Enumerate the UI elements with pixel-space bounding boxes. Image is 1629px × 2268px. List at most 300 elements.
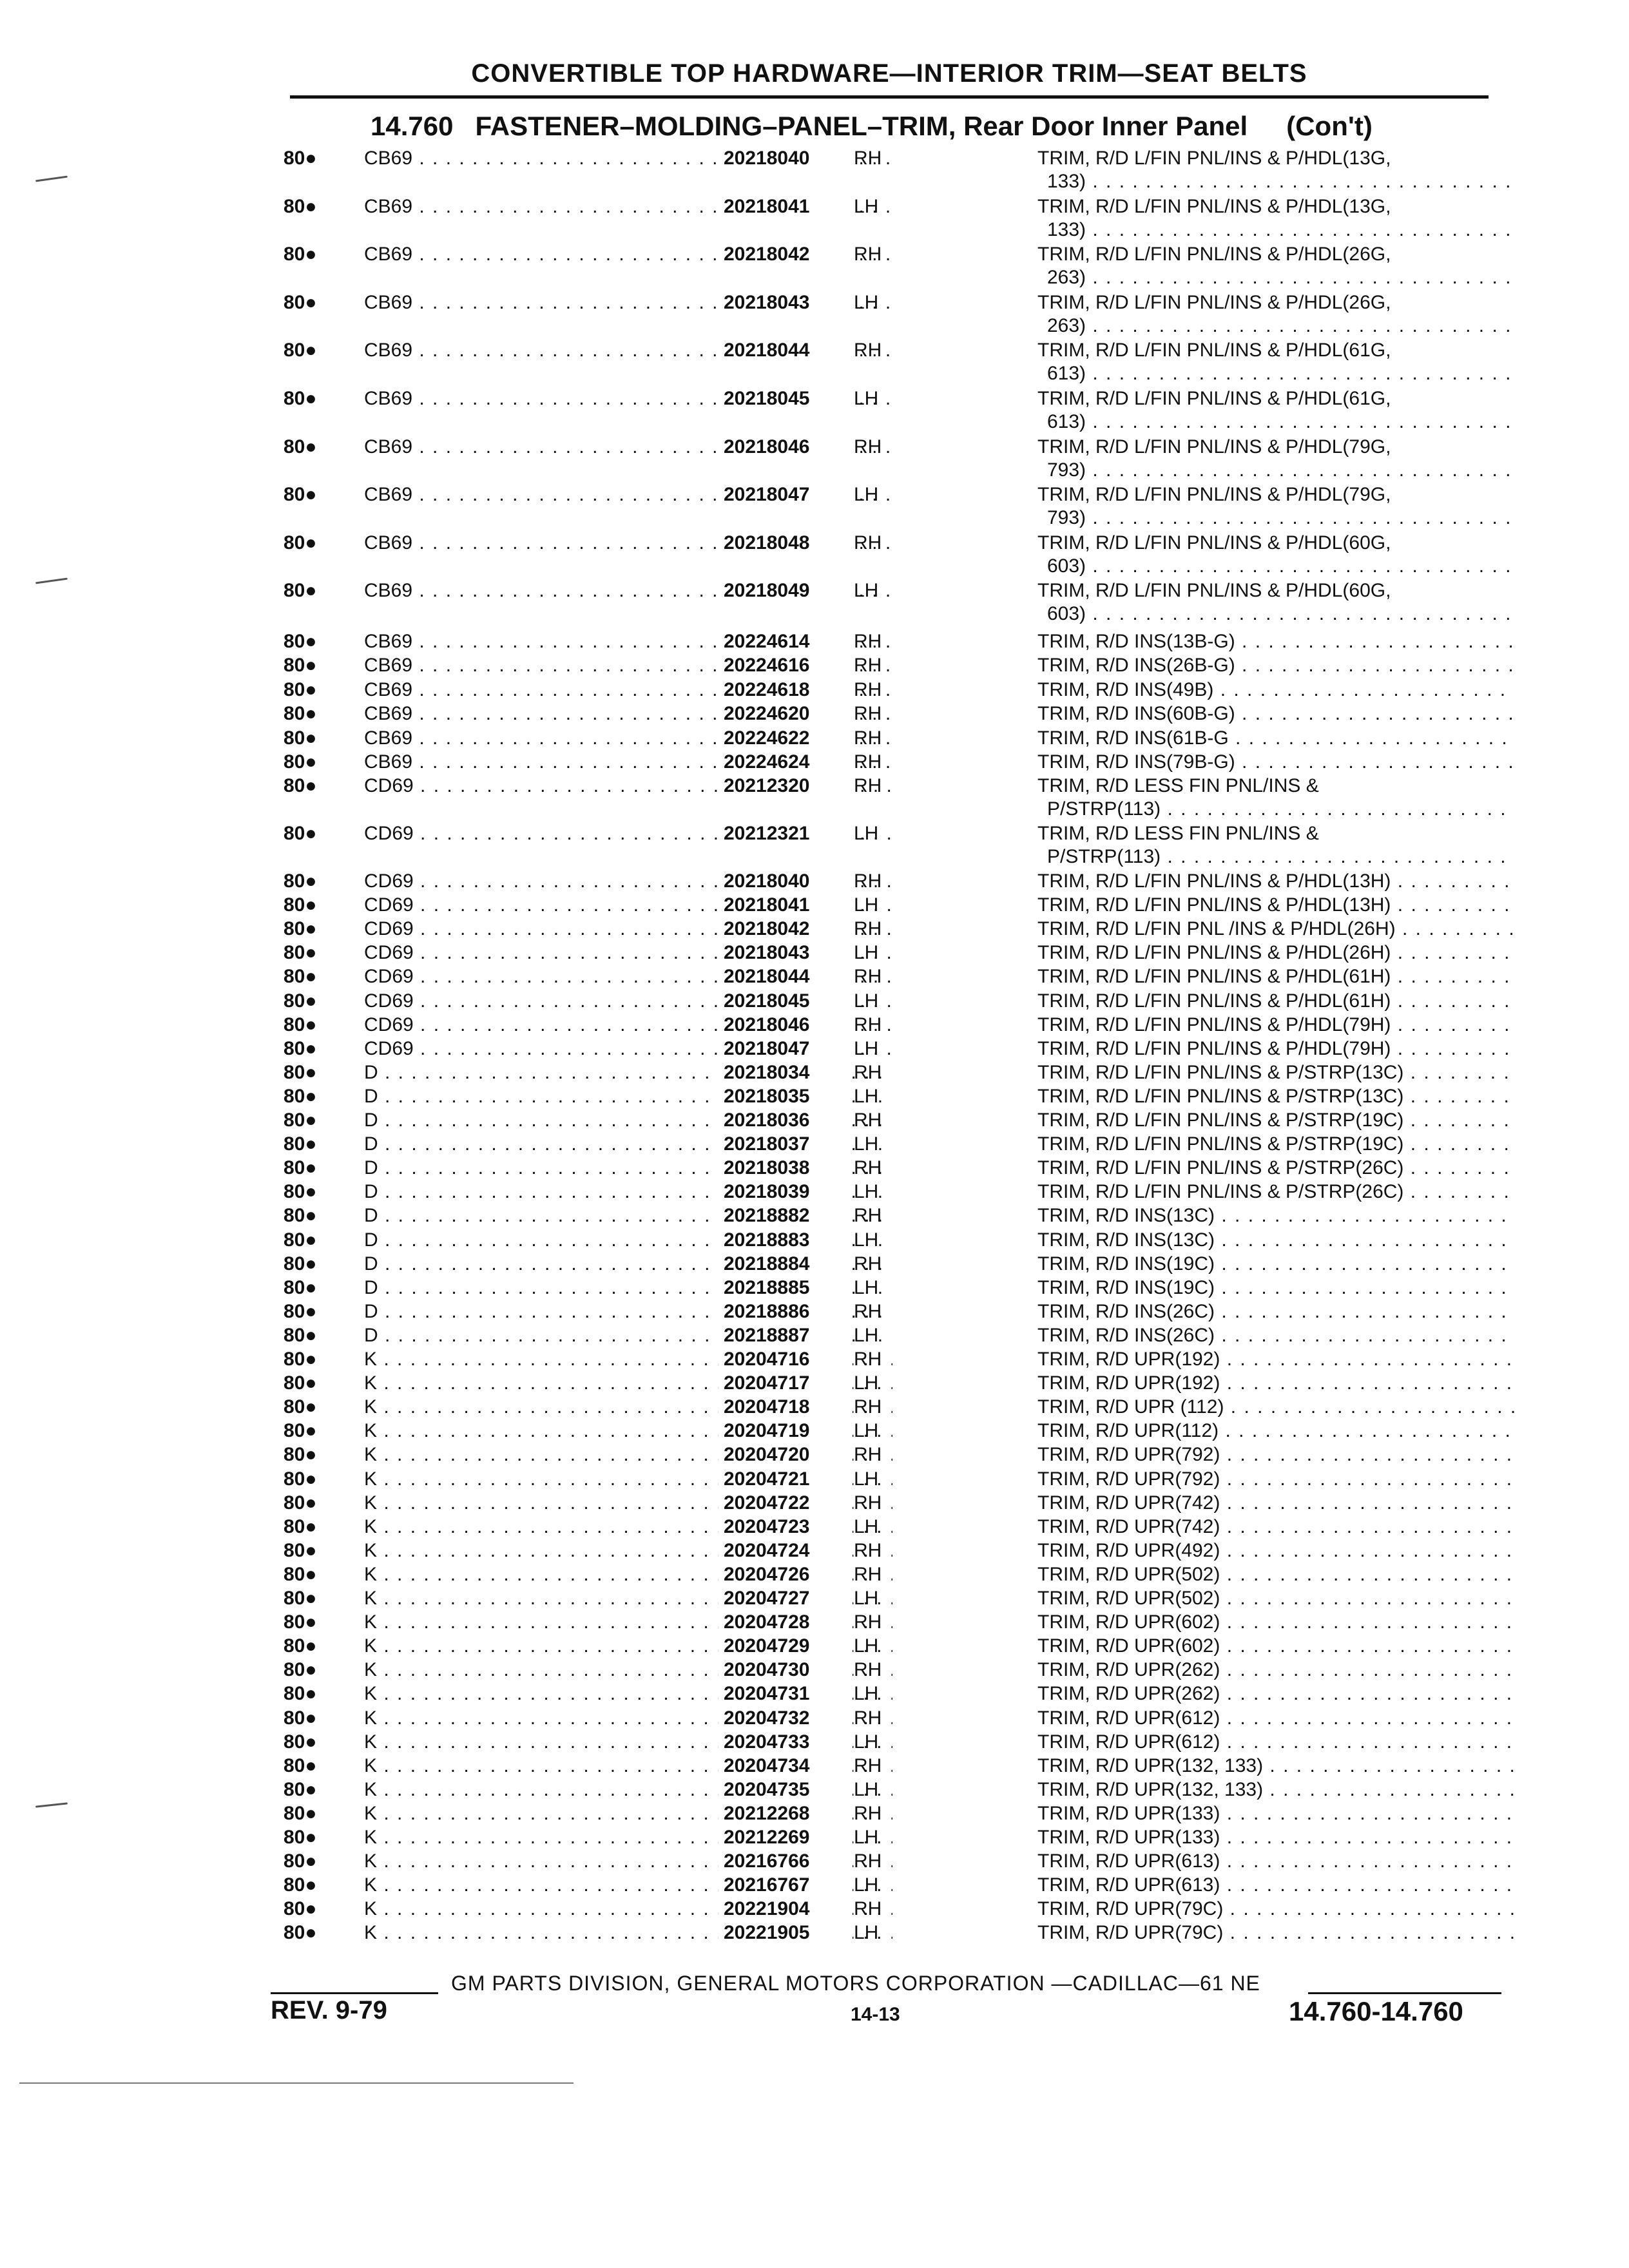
description-line: TRIM, R/D UPR(612) . . . <box>1037 1707 1514 1730</box>
side-code: LH <box>854 1468 879 1490</box>
description-line: TRIM, R/D L/FIN PNL/INS & P/HDL(26G, <box>1037 291 1391 313</box>
side-code: RH <box>854 870 882 892</box>
model-year: 80● <box>284 751 317 773</box>
body-style: K . . . <box>364 1587 892 1610</box>
side-code: LH <box>854 894 879 916</box>
part-description <box>1037 195 1514 242</box>
description-line: TRIM, R/D UPR(602) . . . <box>1037 1611 1514 1634</box>
description-continuation: P/STRP(113) . . . <box>1037 798 1514 821</box>
section-continued: (Con't) <box>1286 111 1373 141</box>
model-year: 80● <box>284 1707 317 1729</box>
side-code: RH <box>854 1539 882 1561</box>
side-code: LH <box>854 1229 879 1251</box>
model-year: 80● <box>284 1133 317 1155</box>
model-year: 80● <box>284 1110 317 1131</box>
model-year: 80● <box>284 1731 317 1753</box>
page-header-title: CONVERTIBLE TOP HARDWARE—INTERIOR TRIM—SEAT BELTS <box>471 59 1307 88</box>
part-description <box>1037 1492 1514 1515</box>
side-code: LH <box>854 388 879 409</box>
part-description <box>1037 387 1514 434</box>
side-code: RH <box>854 436 882 457</box>
body-style: CB69 . . . <box>364 339 892 362</box>
part-description <box>1037 1731 1514 1754</box>
body-style: K . . . <box>364 1778 892 1802</box>
description-line: TRIM, R/D INS(61B-G . . . <box>1037 727 1514 750</box>
side-code: LH <box>854 1683 879 1705</box>
part-number: 20218044 <box>718 965 853 988</box>
body-style: CB69 . . . <box>364 702 892 726</box>
side-code: LH <box>854 1133 879 1155</box>
side-code: LH <box>854 823 879 844</box>
part-description <box>1037 1324 1514 1347</box>
body-style: D . . . <box>364 1157 892 1180</box>
part-number: 20224622 <box>718 727 853 750</box>
body-style: D . . . <box>364 1109 892 1132</box>
model-year: 80● <box>284 1372 317 1394</box>
footer-rule <box>271 1992 438 1994</box>
description-line: TRIM, R/D UPR(492) . . . <box>1037 1539 1514 1562</box>
body-style: CD69 . . . <box>364 822 892 845</box>
description-line: TRIM, R/D LESS FIN PNL/INS & <box>1037 823 1319 844</box>
part-number: 20204729 <box>718 1635 853 1658</box>
description-line: TRIM, R/D L/FIN PNL/INS & P/HDL(61G, <box>1037 340 1391 361</box>
part-description <box>1037 1085 1514 1108</box>
part-number: 20218884 <box>718 1253 853 1276</box>
margin-tick <box>35 578 68 584</box>
body-style: CB69 . . . <box>364 727 892 750</box>
model-year: 80● <box>284 1827 317 1848</box>
model-year: 80● <box>284 823 317 844</box>
part-number: 20218041 <box>718 894 853 917</box>
model-year: 80● <box>284 1420 317 1442</box>
description-line: TRIM, R/D L/FIN PNL/INS & P/HDL(13G, <box>1037 148 1391 169</box>
description-line: TRIM, R/D UPR(742) . . . <box>1037 1492 1514 1515</box>
description-line: TRIM, R/D L/FIN PNL/INS & P/STRP(19C) . . . <box>1037 1133 1514 1156</box>
description-continuation: 603) . . . <box>1037 555 1514 578</box>
side-code: LH <box>854 1588 879 1609</box>
part-description <box>1037 1778 1514 1802</box>
description-line: TRIM, R/D L/FIN PNL/INS & P/HDL(79H) . . . <box>1037 1014 1514 1037</box>
body-style: K . . . <box>364 1515 892 1539</box>
side-code: LH <box>854 942 879 964</box>
side-code: LH <box>854 990 879 1012</box>
part-description <box>1037 1133 1514 1156</box>
model-year: 80● <box>284 580 317 602</box>
part-number: 20212268 <box>718 1802 853 1825</box>
part-description <box>1037 1014 1514 1037</box>
description-line: TRIM, R/D UPR(192) . . . <box>1037 1372 1514 1395</box>
side-code: RH <box>854 703 882 725</box>
description-line: TRIM, R/D L/FIN PNL/INS & P/HDL(13G, <box>1037 195 1391 217</box>
part-description <box>1037 1563 1514 1586</box>
part-number: 20218038 <box>718 1157 853 1180</box>
part-description <box>1037 918 1514 941</box>
side-code: RH <box>854 1492 882 1514</box>
body-style: D . . . <box>364 1253 892 1276</box>
part-number: 20224614 <box>718 630 853 653</box>
description-continuation: 793) . . . <box>1037 506 1514 530</box>
model-year: 80● <box>284 1539 317 1561</box>
body-style: CB69 . . . <box>364 630 892 653</box>
part-description <box>1037 532 1514 578</box>
description-line: TRIM, R/D INS(26C) . . . <box>1037 1300 1514 1323</box>
body-style: K . . . <box>364 1826 892 1849</box>
model-year: 80● <box>284 244 317 265</box>
description-line: TRIM, R/D UPR(79C) . . . <box>1037 1921 1514 1945</box>
part-description <box>1037 1276 1514 1300</box>
description-line: TRIM, R/D L/FIN PNL/INS & P/HDL(79H) . . . <box>1037 1037 1514 1061</box>
body-style: CD69 . . . <box>364 1037 892 1061</box>
side-code: LH <box>854 1778 879 1800</box>
part-number: 20218883 <box>718 1229 853 1252</box>
section-number: 14.760 <box>371 111 454 141</box>
model-year: 80● <box>284 1659 317 1681</box>
part-number: 20218036 <box>718 1109 853 1132</box>
description-line: TRIM, R/D L/FIN PNL/INS & P/STRP(13C) . . . <box>1037 1061 1514 1084</box>
model-year: 80● <box>284 1229 317 1251</box>
model-year: 80● <box>284 1205 317 1227</box>
side-code: RH <box>854 727 882 749</box>
part-number: 20218042 <box>718 243 853 266</box>
part-description <box>1037 1611 1514 1634</box>
part-description <box>1037 1635 1514 1658</box>
model-year: 80● <box>284 1157 317 1179</box>
side-code: RH <box>854 532 882 553</box>
body-style: CB69 . . . <box>364 291 892 314</box>
part-description <box>1037 654 1514 677</box>
side-code: LH <box>854 580 879 602</box>
part-number: 20224616 <box>718 654 853 677</box>
side-code: LH <box>854 1372 879 1394</box>
part-description <box>1037 1396 1514 1419</box>
part-description <box>1037 1898 1514 1921</box>
model-year: 80● <box>284 918 317 940</box>
part-number: 20216767 <box>718 1874 853 1897</box>
part-number: 20204733 <box>718 1731 853 1754</box>
side-code: RH <box>854 1707 882 1729</box>
body-style: CD69 . . . <box>364 894 892 917</box>
part-number: 20204722 <box>718 1492 853 1515</box>
side-code: RH <box>854 1253 882 1274</box>
description-line: TRIM, R/D INS(19C) . . . <box>1037 1276 1514 1300</box>
description-line: TRIM, R/D INS(26C) . . . <box>1037 1324 1514 1347</box>
part-description <box>1037 1515 1514 1539</box>
part-number: 20218035 <box>718 1085 853 1108</box>
part-description <box>1037 1253 1514 1276</box>
part-number: 20218039 <box>718 1180 853 1204</box>
side-code: RH <box>854 751 882 773</box>
description-line: TRIM, R/D UPR(192) . . . <box>1037 1348 1514 1371</box>
part-number: 20218045 <box>718 387 853 410</box>
side-code: RH <box>854 1754 882 1776</box>
model-year: 80● <box>284 1611 317 1633</box>
scan-edge-line <box>19 2082 574 2084</box>
description-continuation: 263) . . . <box>1037 314 1514 338</box>
description-continuation: 263) . . . <box>1037 266 1514 289</box>
body-style: D . . . <box>364 1085 892 1108</box>
model-year: 80● <box>284 1349 317 1370</box>
part-description <box>1037 1037 1514 1061</box>
model-year: 80● <box>284 1850 317 1872</box>
side-code: RH <box>854 1061 882 1083</box>
footer-rule <box>1308 1992 1501 1994</box>
part-description <box>1037 678 1514 702</box>
side-code: RH <box>854 1611 882 1633</box>
description-line: TRIM, R/D UPR(612) . . . <box>1037 1731 1514 1754</box>
part-description <box>1037 990 1514 1013</box>
side-code: LH <box>854 1181 879 1203</box>
body-style: D . . . <box>364 1061 892 1084</box>
section-name: FASTENER–MOLDING–PANEL–TRIM, Rear Door Inner Panel <box>475 111 1248 141</box>
description-line: TRIM, R/D UPR(262) . . . <box>1037 1682 1514 1706</box>
part-description <box>1037 1061 1514 1084</box>
part-description <box>1037 1419 1514 1443</box>
description-line: TRIM, R/D L/FIN PNL /INS & P/HDL(26H) . . . <box>1037 918 1514 941</box>
part-description <box>1037 1587 1514 1610</box>
body-style: D . . . <box>364 1133 892 1156</box>
part-number: 20218043 <box>718 941 853 965</box>
description-line: TRIM, R/D UPR(792) . . . <box>1037 1443 1514 1466</box>
description-line: TRIM, R/D UPR(133) . . . <box>1037 1802 1514 1825</box>
part-number: 20218044 <box>718 339 853 362</box>
description-continuation: 133) . . . <box>1037 170 1514 193</box>
body-style: K . . . <box>364 1707 892 1730</box>
part-description <box>1037 774 1514 821</box>
model-year: 80● <box>284 532 317 553</box>
body-style: CD69 . . . <box>364 1014 892 1037</box>
description-line: TRIM, R/D L/FIN PNL/INS & P/HDL(79G, <box>1037 484 1391 506</box>
part-number: 20204723 <box>718 1515 853 1539</box>
model-year: 80● <box>284 1300 317 1322</box>
side-code: RH <box>854 148 882 169</box>
side-code: LH <box>854 1635 879 1657</box>
body-style: CD69 . . . <box>364 990 892 1013</box>
body-style: K . . . <box>364 1850 892 1873</box>
description-line: TRIM, R/D UPR(742) . . . <box>1037 1515 1514 1539</box>
body-style: CD69 . . . <box>364 870 892 893</box>
body-style: CB69 . . . <box>364 751 892 774</box>
body-style: D . . . <box>364 1204 892 1227</box>
description-line: TRIM, R/D L/FIN PNL/INS & P/HDL(61G, <box>1037 388 1391 409</box>
footer-publisher: GM PARTS DIVISION, GENERAL MOTORS CORPORATION —CADILLAC—61 NE <box>451 1972 1260 1995</box>
body-style: D . . . <box>364 1324 892 1347</box>
part-number: 20218041 <box>718 195 853 218</box>
part-description <box>1037 1707 1514 1730</box>
part-number: 20204716 <box>718 1348 853 1371</box>
model-year: 80● <box>284 775 317 796</box>
description-continuation: 603) . . . <box>1037 602 1514 626</box>
part-description <box>1037 1826 1514 1849</box>
body-style: K . . . <box>364 1443 892 1466</box>
part-number: 20218042 <box>718 918 853 941</box>
body-style: CD69 . . . <box>364 774 892 798</box>
body-style: D . . . <box>364 1229 892 1252</box>
description-line: TRIM, R/D L/FIN PNL/INS & P/STRP(26C) . . . <box>1037 1180 1514 1204</box>
description-line: TRIM, R/D UPR(502) . . . <box>1037 1563 1514 1586</box>
body-style: K . . . <box>364 1468 892 1491</box>
side-code: LH <box>854 1922 879 1944</box>
description-line: TRIM, R/D UPR(132, 133) . . . <box>1037 1778 1514 1802</box>
model-year: 80● <box>284 1037 317 1059</box>
model-year: 80● <box>284 1276 317 1298</box>
side-code: RH <box>854 244 882 265</box>
description-line: TRIM, R/D L/FIN PNL/INS & P/STRP(13C) . . . <box>1037 1085 1514 1108</box>
description-line: TRIM, R/D INS(13C) . . . <box>1037 1229 1514 1252</box>
body-style: D . . . <box>364 1180 892 1204</box>
part-number: 20221904 <box>718 1898 853 1921</box>
side-code: LH <box>854 1037 879 1059</box>
side-code: RH <box>854 1300 882 1322</box>
description-continuation: 793) . . . <box>1037 459 1514 482</box>
model-year: 80● <box>284 195 317 217</box>
body-style: K . . . <box>364 1492 892 1515</box>
part-number: 20218049 <box>718 579 853 602</box>
side-code: LH <box>854 1874 879 1896</box>
model-year: 80● <box>284 1635 317 1657</box>
model-year: 80● <box>284 870 317 892</box>
description-line: TRIM, R/D UPR(133) . . . <box>1037 1826 1514 1849</box>
part-description <box>1037 1443 1514 1466</box>
description-line: TRIM, R/D INS(79B-G) . . . <box>1037 751 1514 774</box>
model-year: 80● <box>284 1468 317 1490</box>
model-year: 80● <box>284 1898 317 1920</box>
model-year: 80● <box>284 1683 317 1705</box>
description-line: TRIM, R/D L/FIN PNL/INS & P/HDL(26H) . . . <box>1037 941 1514 965</box>
part-number: 20204732 <box>718 1707 853 1730</box>
side-code: RH <box>854 1444 882 1466</box>
body-style: K . . . <box>364 1419 892 1443</box>
model-year: 80● <box>284 291 317 313</box>
model-year: 80● <box>284 678 317 700</box>
description-line: TRIM, R/D L/FIN PNL/INS & P/HDL(60G, <box>1037 580 1391 602</box>
description-line: TRIM, R/D L/FIN PNL/INS & P/HDL(13H) . . . <box>1037 894 1514 917</box>
part-description <box>1037 1539 1514 1562</box>
description-line: TRIM, R/D INS(49B) . . . <box>1037 678 1514 702</box>
description-line: TRIM, R/D INS(26B-G) . . . <box>1037 654 1514 677</box>
part-description <box>1037 1372 1514 1395</box>
side-code: RH <box>854 1563 882 1585</box>
body-style: K . . . <box>364 1898 892 1921</box>
body-style: K . . . <box>364 1539 892 1562</box>
model-year: 80● <box>284 894 317 916</box>
part-description <box>1037 965 1514 988</box>
part-number: 20204735 <box>718 1778 853 1802</box>
side-code: LH <box>854 1420 879 1442</box>
part-description <box>1037 1874 1514 1897</box>
description-line: TRIM, R/D L/FIN PNL/INS & P/HDL(61H) . . . <box>1037 965 1514 988</box>
model-year: 80● <box>284 1492 317 1514</box>
part-description <box>1037 702 1514 726</box>
description-line: TRIM, R/D UPR(262) . . . <box>1037 1658 1514 1682</box>
model-year: 80● <box>284 1324 317 1346</box>
part-description <box>1037 870 1514 893</box>
body-style: CB69 . . . <box>364 483 892 506</box>
revision-label: REV. 9-79 <box>271 1996 387 2024</box>
part-description <box>1037 483 1514 530</box>
description-line: TRIM, R/D UPR (112) . . . <box>1037 1396 1514 1419</box>
part-number: 20218034 <box>718 1061 853 1084</box>
section-range: 14.760-14.760 <box>1289 1996 1463 2026</box>
part-number: 20204724 <box>718 1539 853 1562</box>
body-style: D . . . <box>364 1300 892 1323</box>
body-style: K . . . <box>364 1396 892 1419</box>
part-number: 20224620 <box>718 702 853 726</box>
description-line: TRIM, R/D L/FIN PNL/INS & P/STRP(19C) . . . <box>1037 1109 1514 1132</box>
part-number: 20218047 <box>718 483 853 506</box>
side-code: LH <box>854 1324 879 1346</box>
part-number: 20216766 <box>718 1850 853 1873</box>
model-year: 80● <box>284 990 317 1012</box>
description-line: TRIM, R/D L/FIN PNL/INS & P/HDL(26G, <box>1037 244 1391 265</box>
body-style: CB69 . . . <box>364 579 892 602</box>
body-style: CB69 . . . <box>364 532 892 555</box>
model-year: 80● <box>284 1922 317 1944</box>
model-year: 80● <box>284 727 317 749</box>
part-number: 20218046 <box>718 1014 853 1037</box>
model-year: 80● <box>284 1085 317 1107</box>
side-code: RH <box>854 1349 882 1370</box>
side-code: RH <box>854 1396 882 1418</box>
description-line: TRIM, R/D UPR(79C) . . . <box>1037 1898 1514 1921</box>
model-year: 80● <box>284 388 317 409</box>
description-line: TRIM, R/D INS(60B-G) . . . <box>1037 702 1514 726</box>
part-number: 20204727 <box>718 1587 853 1610</box>
part-description <box>1037 1109 1514 1132</box>
part-number: 20218048 <box>718 532 853 555</box>
description-line: TRIM, R/D UPR(613) . . . <box>1037 1874 1514 1897</box>
body-style: K . . . <box>364 1754 892 1778</box>
part-number: 20218040 <box>718 870 853 893</box>
description-line: TRIM, R/D LESS FIN PNL/INS & <box>1037 775 1319 796</box>
body-style: CB69 . . . <box>364 147 892 170</box>
part-number: 20218886 <box>718 1300 853 1323</box>
side-code: RH <box>854 775 882 796</box>
part-number: 20224618 <box>718 678 853 702</box>
body-style: K . . . <box>364 1874 892 1897</box>
model-year: 80● <box>284 1754 317 1776</box>
body-style: CD69 . . . <box>364 941 892 965</box>
part-number: 20204728 <box>718 1611 853 1634</box>
side-code: RH <box>854 678 882 700</box>
model-year: 80● <box>284 942 317 964</box>
model-year: 80● <box>284 1778 317 1800</box>
body-style: CB69 . . . <box>364 436 892 459</box>
part-number: 20224624 <box>718 751 853 774</box>
part-description <box>1037 339 1514 385</box>
side-code: RH <box>854 1898 882 1920</box>
part-description <box>1037 822 1514 869</box>
side-code: LH <box>854 1276 879 1298</box>
part-description <box>1037 147 1514 193</box>
body-style: K . . . <box>364 1563 892 1586</box>
part-description <box>1037 243 1514 289</box>
model-year: 80● <box>284 966 317 988</box>
model-year: 80● <box>284 340 317 361</box>
side-code: LH <box>854 1085 879 1107</box>
side-code: RH <box>854 655 882 677</box>
margin-tick <box>35 176 68 182</box>
side-code: RH <box>854 1850 882 1872</box>
body-style: CB69 . . . <box>364 195 892 218</box>
body-style: K . . . <box>364 1658 892 1682</box>
part-description <box>1037 941 1514 965</box>
model-year: 80● <box>284 1588 317 1609</box>
part-description <box>1037 1682 1514 1706</box>
body-style: K . . . <box>364 1682 892 1706</box>
side-code: RH <box>854 918 882 940</box>
part-number: 20212269 <box>718 1826 853 1849</box>
part-description <box>1037 1204 1514 1227</box>
